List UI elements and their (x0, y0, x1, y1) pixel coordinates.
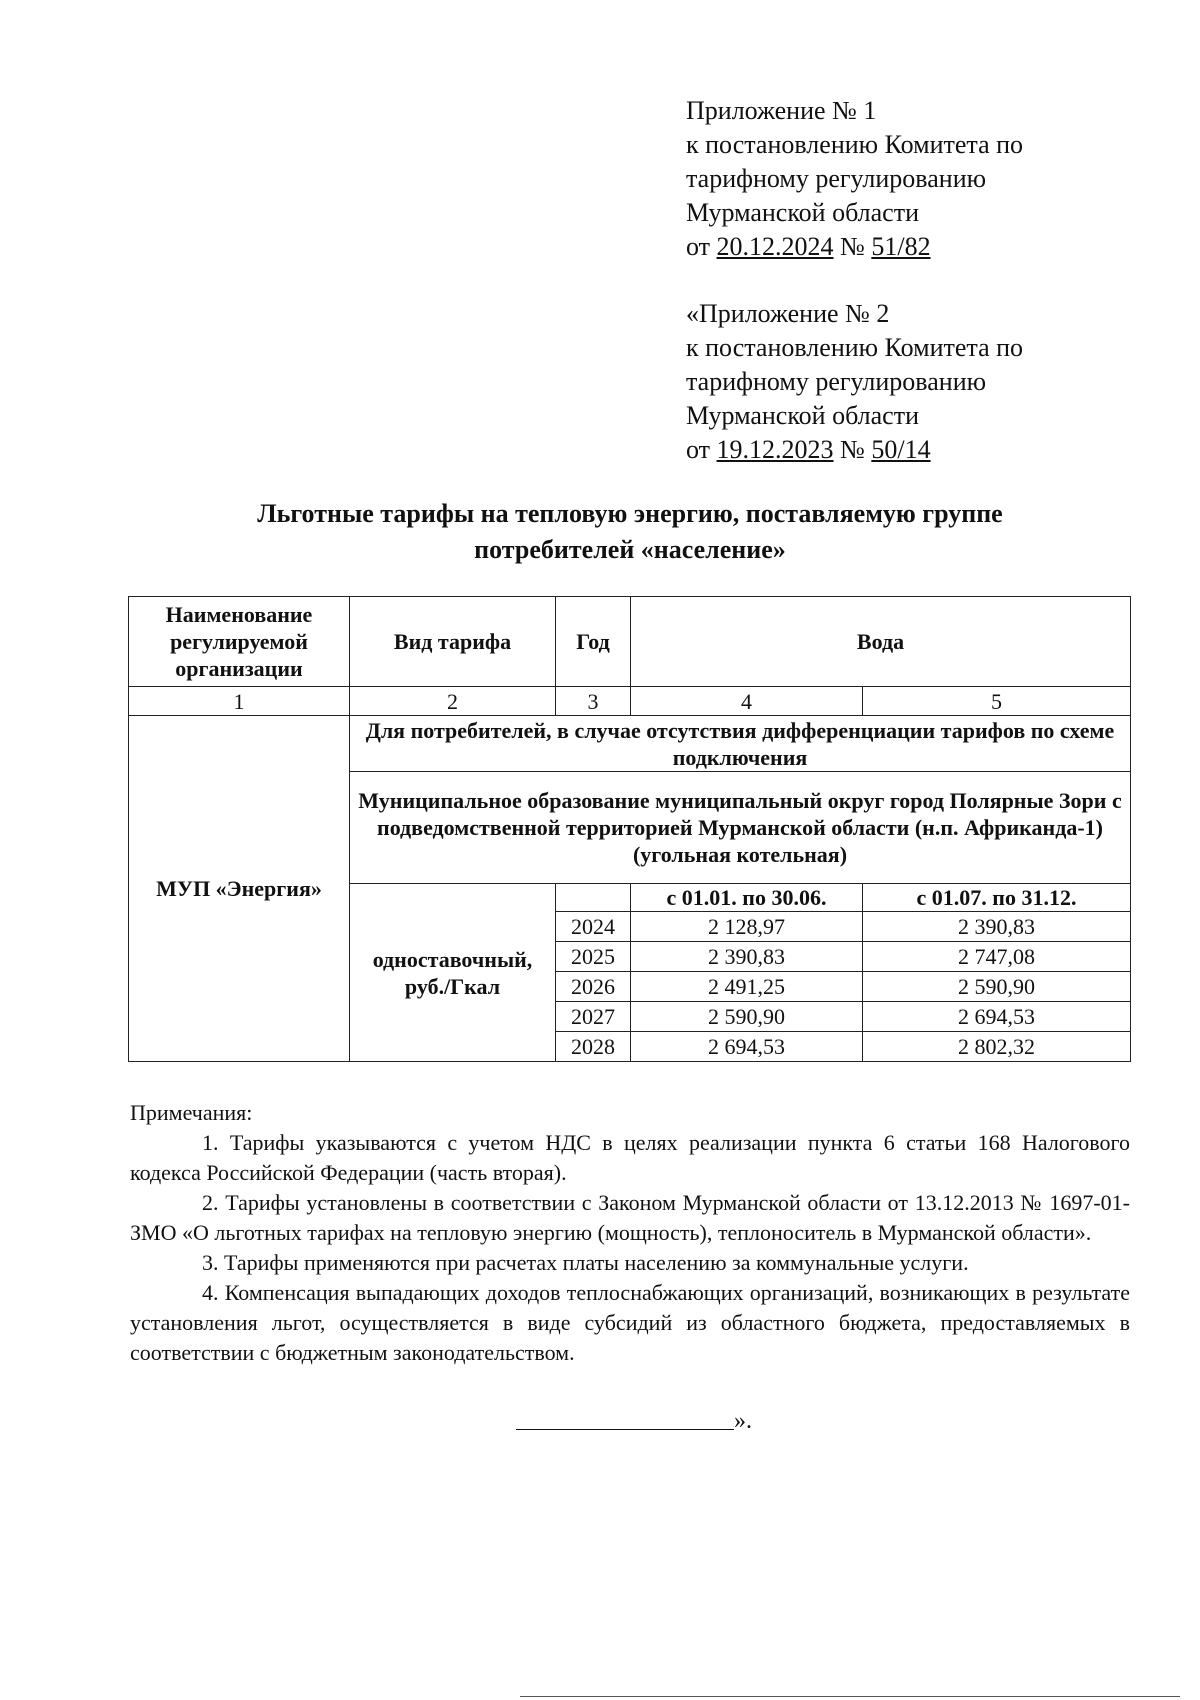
section-note-row (129, 716, 1131, 772)
row-tariff-h2: 2 390,83 (863, 912, 1131, 942)
row-tariff-h1: 2 590,90 (631, 1002, 863, 1032)
appendix-1-line-2: к постановлению Комитета по (686, 130, 1024, 159)
appendix-1-number: 51/82 (871, 232, 931, 261)
appendix-1-line-4: Мурманской области (686, 198, 919, 227)
note-item: 1. Тарифы указываются с учетом НДС в целях реализации пункта 6 статьи 168 Налогового кодекса Российской Федерации (часть вторая). (130, 1130, 1130, 1185)
municipality-name: Муниципальное образование муниципальный округ город Полярные Зори с подведомственной территорией Мурманской области (н.п. Африканда-1) (358, 788, 1122, 840)
appendix-2-line-3: тарифному регулированию (686, 367, 987, 396)
document-title (130, 496, 1130, 568)
section-note: Для потребителей, в случае отсутствия дифференциации тарифов по схеме подключения (350, 716, 1131, 772)
row-year: 2027 (556, 1002, 631, 1032)
closing-underline (516, 1429, 734, 1430)
appendix-2-line-4: Мурманской области (686, 401, 919, 430)
tariff-type-cell: одноставочный, руб./Гкал (350, 884, 556, 1062)
header-water: Вода (631, 597, 1131, 687)
header-year: Год (556, 597, 631, 687)
row-tariff-h1: 2 128,97 (631, 912, 863, 942)
row-tariff-h1: 2 694,53 (631, 1032, 863, 1062)
appendix-2-line-2: к постановлению Комитета по (686, 333, 1024, 362)
notes-section (130, 1098, 1130, 1368)
row-tariff-h1: 2 390,83 (631, 942, 863, 972)
appendix-2-date-prefix: от (686, 435, 711, 464)
column-number-row (129, 687, 1131, 716)
year-header-blank (556, 884, 631, 912)
header-tariff-type: Вид тарифа (350, 597, 556, 687)
appendix-2-title: «Приложение № 2 (686, 299, 890, 328)
row-tariff-h1: 2 491,25 (631, 972, 863, 1002)
row-year: 2025 (556, 942, 631, 972)
appendix-1-header (686, 94, 1023, 264)
appendix-1-date-line (686, 230, 1023, 264)
document-title-line-2: потребителей «население» (474, 535, 786, 564)
row-tariff-h2: 2 590,90 (863, 972, 1131, 1002)
boiler-type: (угольная котельная) (632, 842, 848, 867)
appendix-1-number-prefix: № (840, 232, 865, 261)
col-number-5: 5 (863, 687, 1131, 716)
note-item: 3. Тарифы применяются при расчетах платы населению за коммунальные услуги. (202, 1250, 969, 1275)
row-tariff-h2: 2 694,53 (863, 1002, 1131, 1032)
row-year: 2028 (556, 1032, 631, 1062)
period-1: с 01.01. по 30.06. (631, 884, 863, 912)
document-title-line-1: Льготные тарифы на тепловую энергию, поставляемую группе (257, 499, 1003, 528)
note-item: 4. Компенсация выпадающих доходов теплоснабжающих организаций, возникающих в результате установления льгот, осуществляется в виде субсидий из областного бюджета, предоставляемых в соответствии с бюджетным законодательством. (130, 1280, 1130, 1365)
appendix-1-date: 20.12.2024 (716, 232, 834, 261)
closing-quote: ». (734, 1408, 752, 1434)
appendix-2-date-line (686, 433, 1023, 467)
row-tariff-h2: 2 747,08 (863, 942, 1131, 972)
col-number-3: 3 (556, 687, 631, 716)
col-number-4: 4 (631, 687, 863, 716)
appendix-2-number: 50/14 (871, 435, 931, 464)
col-number-2: 2 (350, 687, 556, 716)
municipality-cell (350, 772, 1131, 884)
period-2: с 01.07. по 31.12. (863, 884, 1131, 912)
row-year: 2024 (556, 912, 631, 942)
table-header-row (129, 597, 1131, 687)
header-org: Наименование регулируемой организации (129, 597, 350, 687)
closing-line (516, 1408, 752, 1435)
notes-label: Примечания: (130, 1100, 253, 1125)
note-item: 2. Тарифы установлены в соответствии с Законом Мурманской области от 13.12.2013 № 1697-01-ЗМО «О льготных тарифах на тепловую энергию (мощность), теплоноситель в Мурманской области». (130, 1190, 1130, 1245)
appendix-1-title: Приложение № 1 (686, 96, 877, 125)
appendix-2-date: 19.12.2023 (716, 435, 834, 464)
appendix-1-date-prefix: от (686, 232, 711, 261)
organization-name: МУП «Энергия» (129, 716, 350, 1062)
row-tariff-h2: 2 802,32 (863, 1032, 1131, 1062)
row-year: 2026 (556, 972, 631, 1002)
col-number-1: 1 (129, 687, 350, 716)
appendix-2-header (686, 297, 1023, 467)
appendix-2-number-prefix: № (840, 435, 865, 464)
tariff-table (128, 596, 1131, 1062)
footer-divider (520, 1696, 1180, 1697)
appendix-1-line-3: тарифному регулированию (686, 164, 987, 193)
